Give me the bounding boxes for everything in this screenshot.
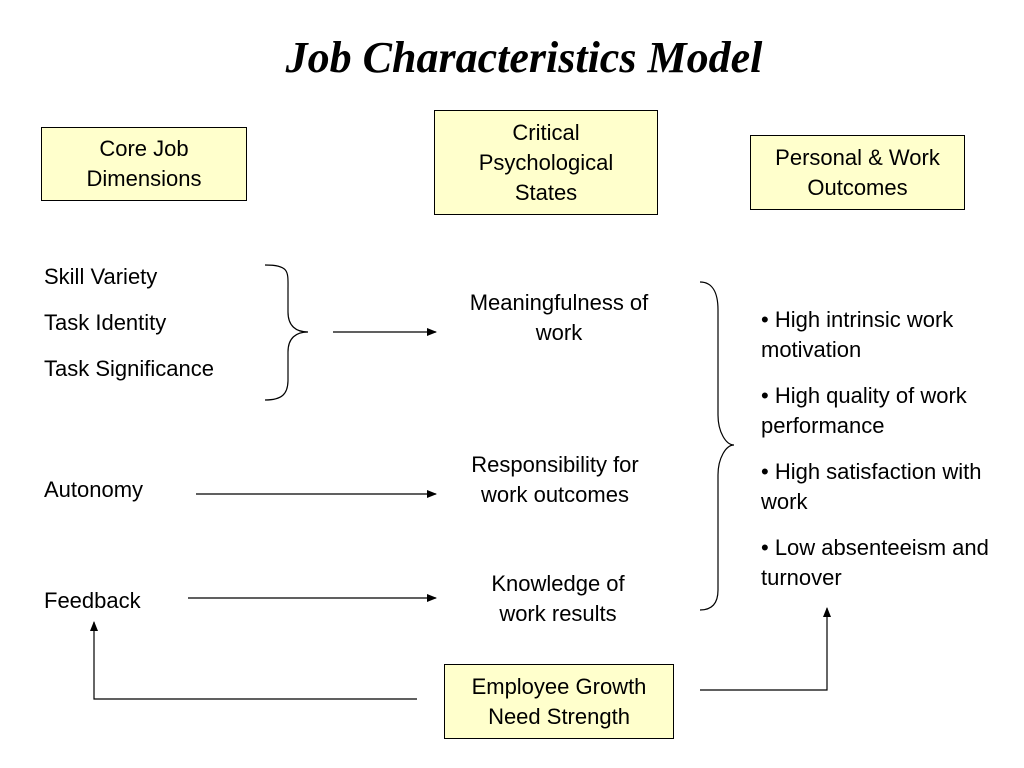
outcome-item: • High quality of work performance: [761, 383, 967, 438]
outcome-item: • High intrinsic work motivation: [761, 307, 954, 362]
meaningfulness-label: Meaningfulness of work: [469, 290, 649, 345]
task-significance-label: Task Significance: [44, 356, 214, 381]
dimensions-brace: [265, 265, 308, 400]
growth-need-strength-label: Employee Growth Need Strength: [471, 673, 647, 729]
critical-psychological-states-label: Critical Psychological States: [478, 119, 614, 205]
outcome-item: • High satisfaction with work: [761, 459, 982, 514]
core-job-dimensions-label: Core Job Dimensions: [86, 136, 202, 191]
personal-work-outcomes-label: Personal & Work Outcomes: [775, 144, 940, 200]
arrow-to-outcomes: [700, 608, 827, 690]
responsibility-label: Responsibility for work outcomes: [471, 452, 639, 507]
states-brace: [700, 282, 734, 610]
task-identity-label: Task Identity: [44, 310, 167, 335]
page-title: Job Characteristics Model: [285, 33, 763, 82]
feedback-label: Feedback: [44, 588, 141, 613]
skill-variety-label: Skill Variety: [44, 264, 158, 289]
knowledge-label: Knowledge of work results: [491, 571, 625, 626]
arrow-to-feedback: [94, 622, 417, 699]
outcome-item: • Low absenteeism and turnover: [761, 535, 989, 590]
autonomy-label: Autonomy: [44, 477, 144, 502]
